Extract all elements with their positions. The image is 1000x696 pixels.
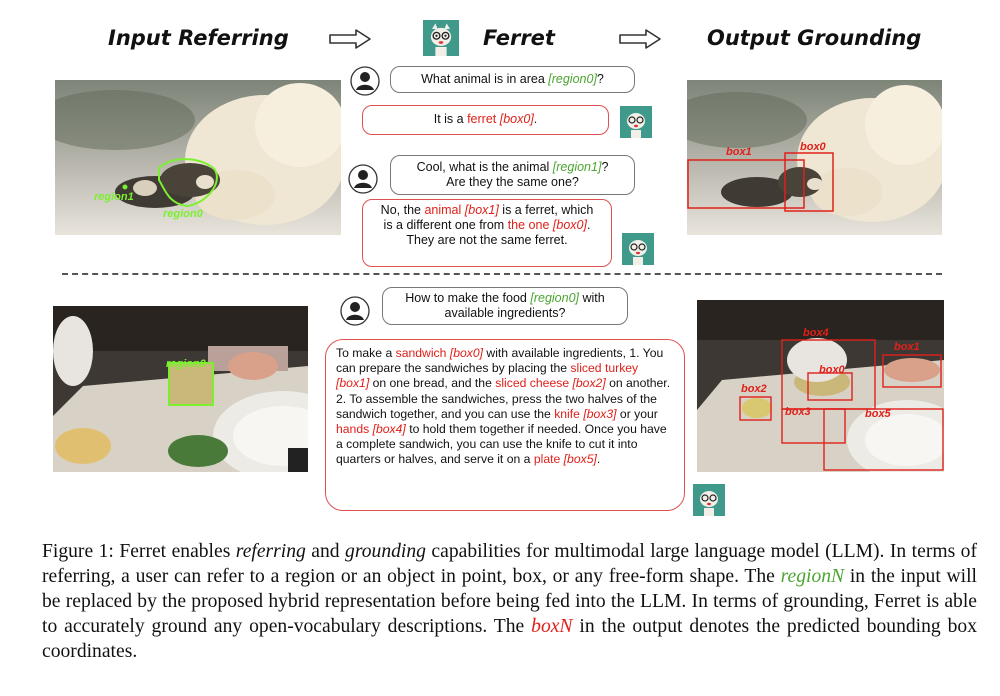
- input-referring-title: Input Referring: [108, 26, 289, 50]
- user-avatar-icon: [340, 296, 370, 326]
- model-name-title: Ferret: [483, 26, 555, 50]
- question-2-bubble: Cool, what is the animal [region1]? Are they the same one?: [390, 155, 635, 195]
- user-avatar-icon: [350, 66, 380, 96]
- box0-label: box0: [800, 141, 826, 153]
- input-image-ferrets: [55, 80, 341, 235]
- output-grounding-title: Output Grounding: [707, 26, 922, 50]
- ferret-logo-icon: [620, 106, 652, 138]
- box2-label: box2: [741, 383, 767, 395]
- output-image-sandwich: [697, 300, 944, 472]
- user-avatar-icon: [348, 164, 378, 194]
- box1-label: box1: [726, 146, 752, 158]
- question-3-bubble: How to make the food [region0] with available ingredients?: [382, 287, 628, 325]
- ferret-logo-icon: [693, 484, 725, 516]
- box5-label: box5: [865, 408, 891, 420]
- box1-label: box1: [894, 341, 920, 353]
- arrow-right-icon: [618, 28, 662, 50]
- answer-2-bubble: No, the animal [box1] is a ferret, which is a different one from the one [box0]. They are not the same ferret.: [362, 199, 612, 267]
- box0-label: box0: [819, 364, 845, 376]
- question-1-bubble: What animal is in area [region0]?: [390, 66, 635, 93]
- output-image-ferrets: [687, 80, 942, 235]
- section-divider: [62, 273, 942, 275]
- arrow-right-icon: [328, 28, 372, 50]
- ferret-logo-icon: [423, 20, 459, 56]
- answer-1-bubble: It is a ferret [box0].: [362, 105, 609, 135]
- box4-label: box4: [803, 327, 829, 339]
- input-image-sandwich: [53, 306, 308, 472]
- region1-label: region1: [94, 191, 134, 203]
- box3-label: box3: [785, 406, 811, 418]
- ferret-logo-icon: [622, 233, 654, 265]
- region0-label: region0: [166, 358, 206, 370]
- region0-label: region0: [163, 208, 203, 220]
- answer-3-bubble: To make a sandwich [box0] with available ingredients, 1. You can prepare the sandwiches by placing the sliced turkey [box1] on one bread, and the sliced cheese [box2] on another. 2. To assemble the sandwiches, press the two halves of the sandwich together, and you can use the knife [box3] or your hands [box4] to hold them together if needed. Once you have a complete sandwich, you can use the knife to cut it into quarters or halves, and serve it on a plate [box5].: [325, 339, 685, 511]
- figure-caption: Figure 1: Ferret enables referring and grounding capabilities for multimodal large language model (LLM). In terms of referring, a user can refer to a region or an object in point, box, or any free-form shape. The regionN in the input will be replaced by the proposed hybrid representation before being fed into the LLM. In terms of grounding, Ferret is able to accurately ground any open-vocabulary descriptions. The boxN in the output denotes the predicted bounding box coordinates.: [42, 541, 977, 662]
